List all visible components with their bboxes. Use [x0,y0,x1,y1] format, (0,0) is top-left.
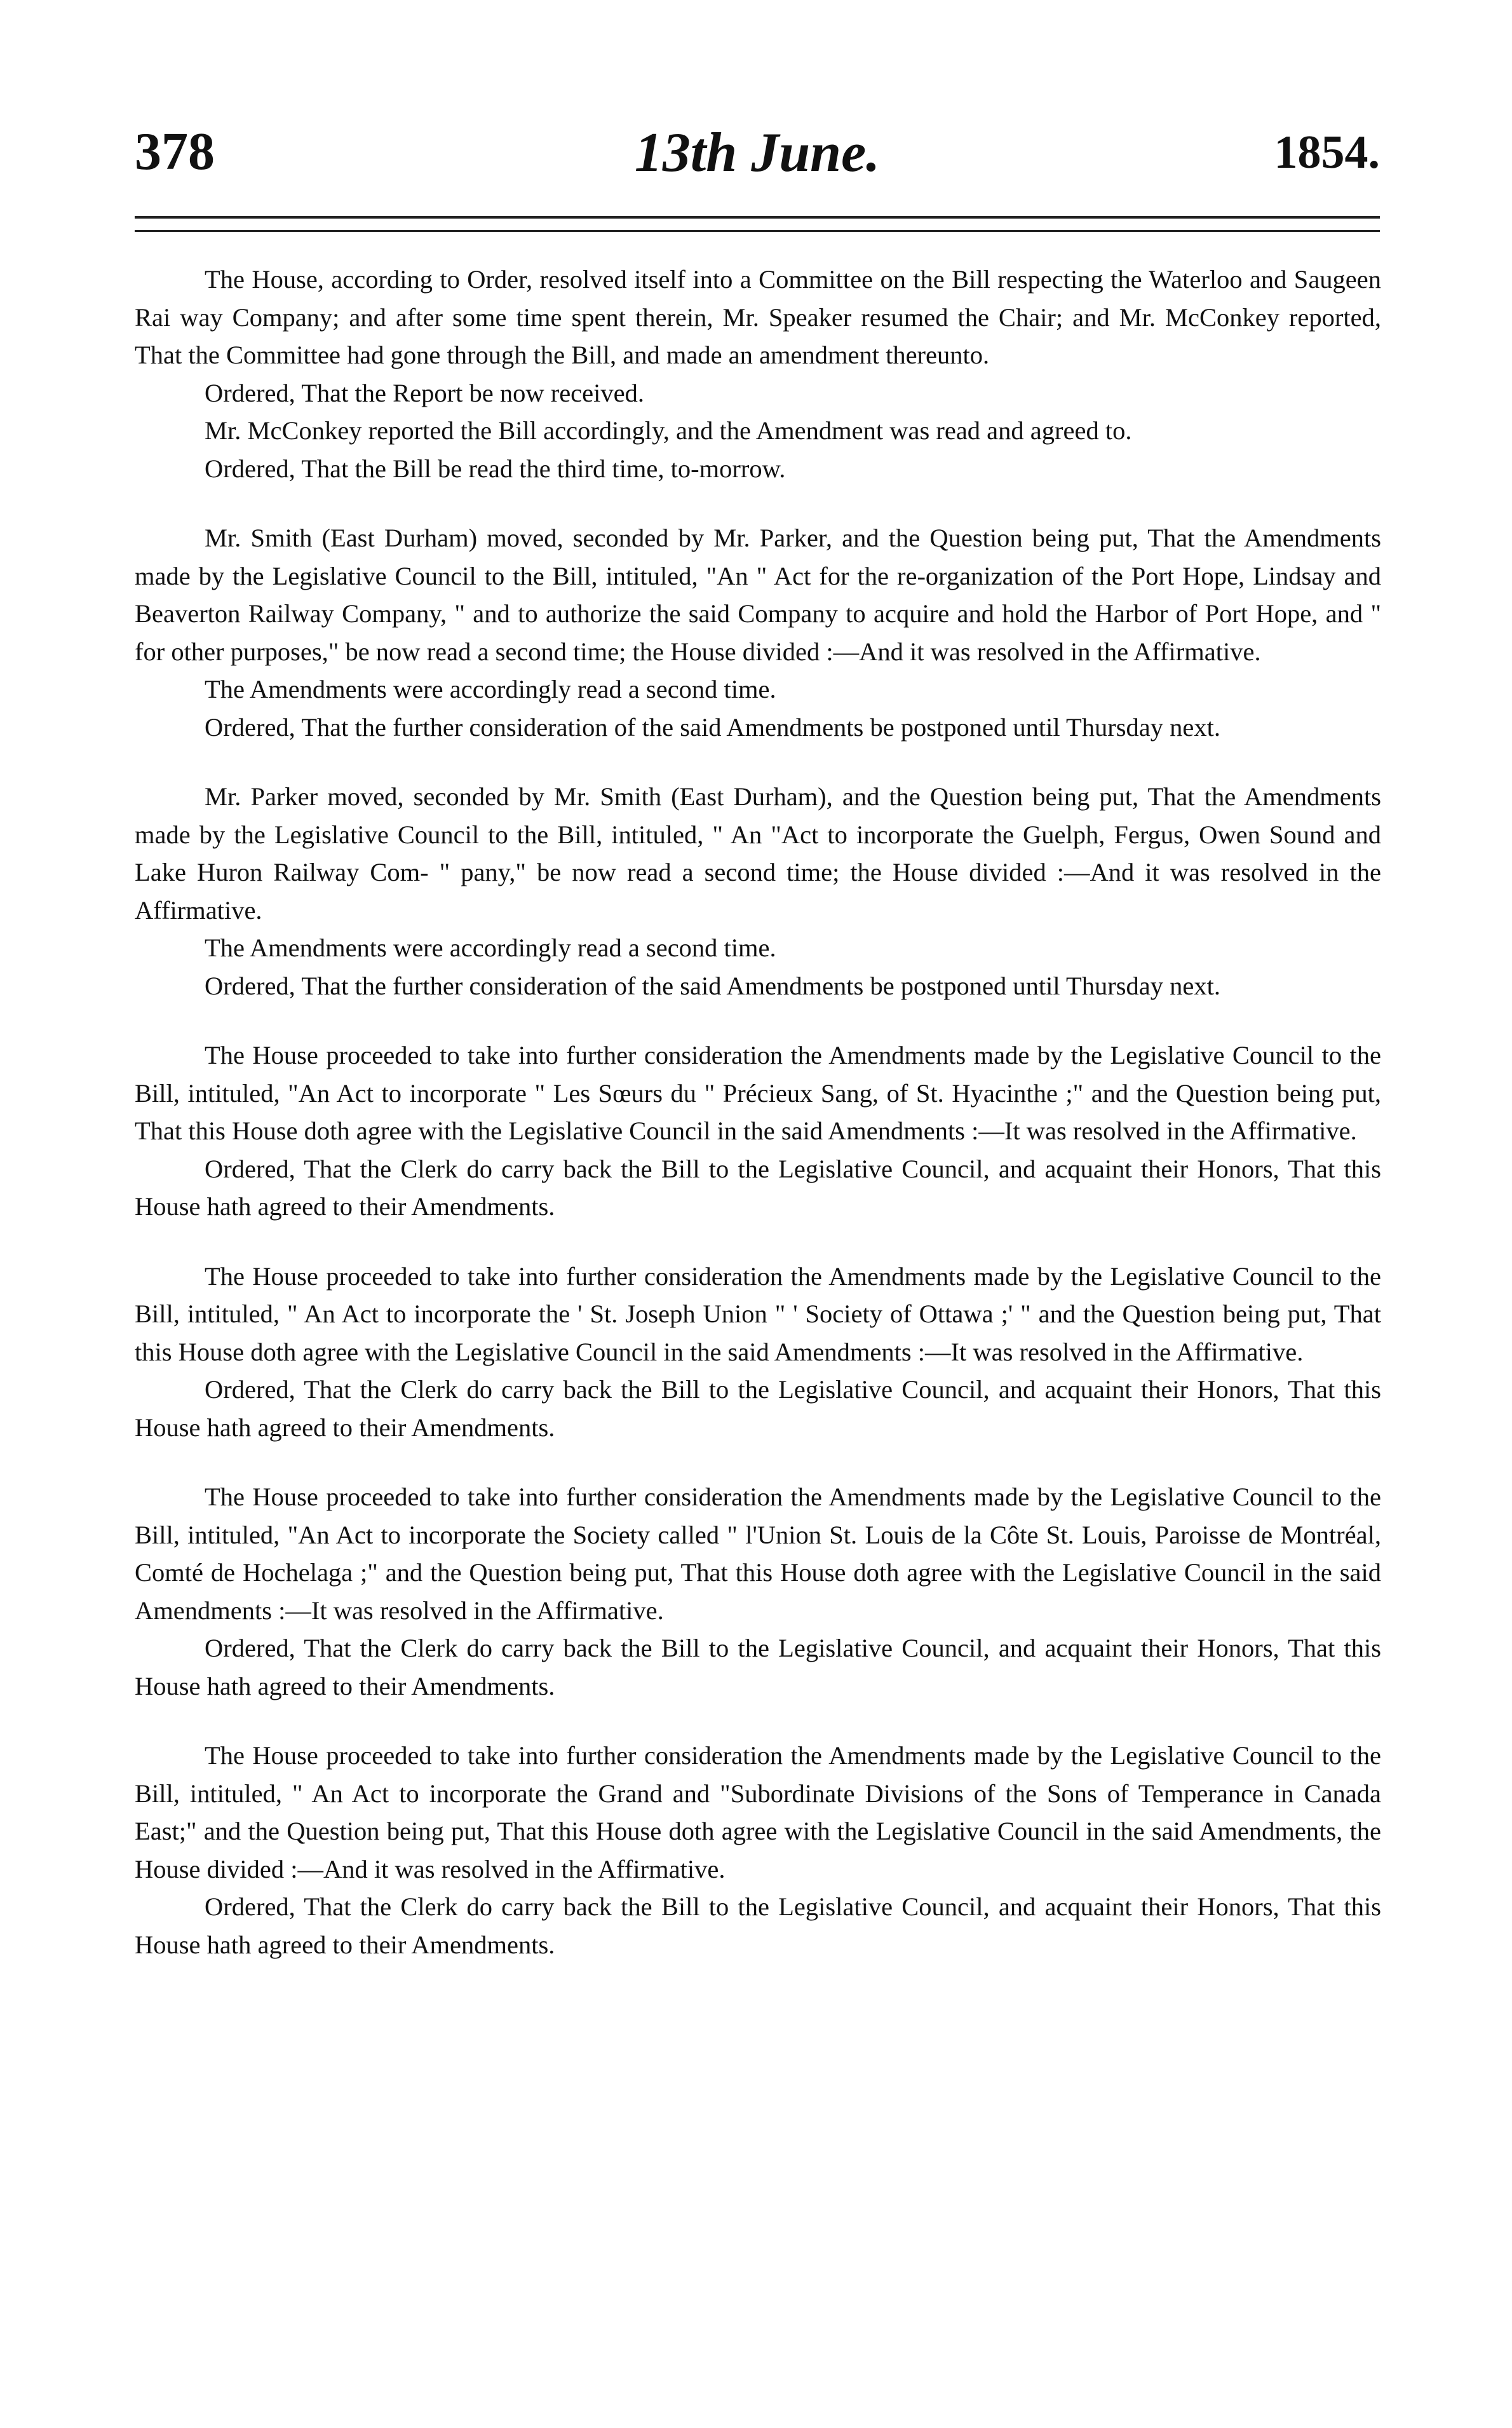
entry-subparagraph: Ordered, That the further consideration of the said Amendments be postponed until Thursday next. [205,971,1220,1000]
entry-subparagraph: Ordered, That the Report be now received. [205,378,644,407]
entry-block [135,519,1381,746]
journal-body [135,261,1381,1995]
entry-subparagraph: The Amendments were accordingly read a second time. [205,675,776,703]
entry-paragraph: Mr. Smith (East Durham) moved, seconded by Mr. Parker, and the Question being put, That the Amendments made by the Legislative Council to the Bill, intituled, "An " Act for the re-organization of the Port Hope, Lindsay and Beaverton Railway Company, " and to authorize the said Company to acquire and hold the Harbor of Port Hope, and " for other purposes," be now read a second time; the House divided :—And it was resolved in the Affirmative. [135,524,1381,666]
page-year: 1854. [1274,126,1380,179]
entry-block [135,778,1381,1005]
entry-block [135,1036,1381,1226]
entry-paragraph: The House proceeded to take into further consideration the Amendments made by the Legislative Council to the Bill, intituled, " An Act to incorporate the ' St. Joseph Union " ' Society of Ottawa ;' " and the Question being put, That this House doth agree with the Legislative Council in the said Amendments :—It was resolved in the Affirmative. [135,1261,1381,1366]
entry-subparagraph: Ordered, That the further consideration of the said Amendments be postponed until Thursday next. [205,712,1220,742]
page-number: 378 [135,122,215,181]
entry-paragraph: The House, according to Order, resolved itself into a Committee on the Bill respecting the Waterloo and Saugeen Rai way Company; and after some time spent therein, Mr. Speaker resumed the Chair; and Mr. McConkey reported, That the Committee had gone through the Bill, and made an amendment thereunto. [135,265,1381,369]
entry-subparagraph: Ordered, That the Bill be read the third time, to-morrow. [205,454,786,483]
entry-paragraph: The House proceeded to take into further consideration the Amendments made by the Legislative Council to the Bill, intituled, "An Act to incorporate " Les Sœurs du " Précieux Sang, of St. Hyacinthe ;" and the Question being put, That this House doth agree with the Legislative Council in the said Amendments :—It was resolved in the Affirmative. [135,1041,1381,1145]
entry-subparagraph: Ordered, That the Clerk do carry back the Bill to the Legislative Council, and acquaint their Honors, That this House hath agreed to their Amendments. [135,1154,1381,1221]
entry-subparagraph: Ordered, That the Clerk do carry back the Bill to the Legislative Council, and acquaint their Honors, That this House hath agreed to their Amendments. [135,1375,1381,1442]
entry-subparagraph: Ordered, That the Clerk do carry back the Bill to the Legislative Council, and acquaint their Honors, That this House hath agreed to their Amendments. [135,1892,1381,1959]
entry-subparagraph: Ordered, That the Clerk do carry back the Bill to the Legislative Council, and acquaint their Honors, That this House hath agreed to their Amendments. [135,1634,1381,1700]
page-date-heading: 13th June. [634,122,881,184]
entry-block [135,1258,1381,1447]
entry-paragraph: The House proceeded to take into further consideration the Amendments made by the Legislative Council to the Bill, intituled, "An Act to incorporate the Society called " l'Union St. Louis de la Côte St. Louis, Paroisse de Montréal, Comté de Hochelaga ;" and the Question being put, That this House doth agree with the Legislative Council in the said Amendments :—It was resolved in the Affirmative. [135,1482,1381,1625]
entry-block [135,1478,1381,1705]
entry-paragraph: The House proceeded to take into further consideration the Amendments made by the Legislative Council to the Bill, intituled, " An Act to incorporate the Grand and "Subordinate Divisions of the Sons of Temperance in Canada East;" and the Question being put, That this House doth agree with the Legislative Council in the said Amendments, the House divided :—And it was resolved in the Affirmative. [135,1741,1381,1883]
entry-block [135,1737,1381,1963]
entry-subparagraph: Mr. McConkey reported the Bill accordingly, and the Amendment was read and agreed to. [205,416,1132,445]
header-rule-top [135,216,1380,219]
entry-block [135,261,1381,487]
header-rule-bottom [135,230,1380,232]
entry-subparagraph: The Amendments were accordingly read a second time. [205,933,776,962]
page-header [135,121,1380,191]
entry-paragraph: Mr. Parker moved, seconded by Mr. Smith (East Durham), and the Question being put, That the Amendments made by the Legislative Council to the Bill, intituled, " An "Act to incorporate the Guelph, Fergus, Owen Sound and Lake Huron Railway Com- " pany," be now read a second time; the House divided :—And it was resolved in the Affirmative. [135,782,1381,925]
